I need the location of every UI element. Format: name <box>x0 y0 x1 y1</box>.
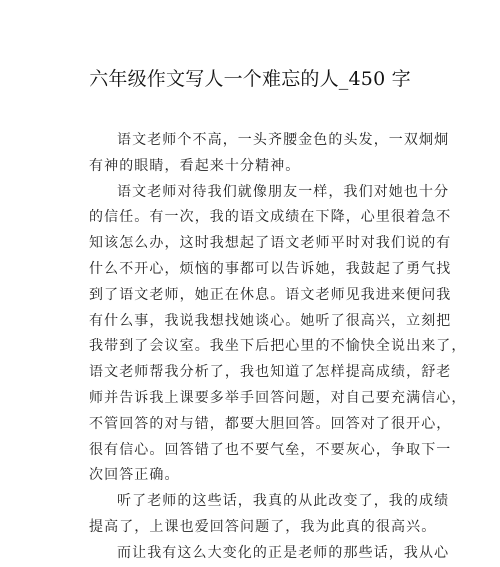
document-body <box>89 128 467 567</box>
paragraph-line: 听了老师的这些话，我真的从此改变了，我的成绩 <box>117 493 450 510</box>
paragraph-line: 语文老师个不高，一头齐腰金色的头发，一双炯炯 <box>117 132 450 148</box>
paragraph-line: 次回答正确。 <box>89 467 180 484</box>
paragraph-line: 不管回答的对与错，都要大胆回答。回答对了很开心， <box>89 415 452 432</box>
paragraph-line: 我带到了会议室。我坐下后把心里的不愉快全说出来了， <box>89 338 467 355</box>
paragraph-line: 什么不开心，烦恼的事都可以告诉她，我鼓起了勇气找 <box>89 260 452 277</box>
paragraph-line: 的信任。有一次，我的语文成绩在下降，心里很着急不 <box>89 209 452 226</box>
paragraph-line: 很有信心。回答错了也不要气垒，不要灰心，争取下一 <box>89 441 452 458</box>
paragraph-line: 知该怎么办，这时我想起了语文老师平时对我们说的有 <box>89 235 452 252</box>
paragraph-line: 提高了，上课也爱回答问题了，我为此真的很高兴。 <box>89 518 437 535</box>
paragraph-line: 而让我有这么大变化的正是老师的那些话，我从心 <box>117 544 450 561</box>
document-title: 六年级作文写人一个难忘的人_450 字 <box>89 68 411 90</box>
paragraph-line: 有神的眼睛，看起来十分精神。 <box>89 157 301 174</box>
paragraph-line: 到了语文老师，她正在休息。语文老师见我进来便问我 <box>89 286 452 303</box>
paragraph-line: 师并告诉我上课要多举手回答问题，对自己要充满信心， <box>89 389 467 406</box>
paragraph-line: 语文老师帮我分析了，我也知道了怎样提高成绩，舒老 <box>89 364 452 381</box>
paragraph-line: 语文老师对待我们就像朋友一样，我们对她也十分 <box>117 183 450 200</box>
paragraph-line: 有什么事，我说我想找她谈心。她听了很高兴，立刻把 <box>89 312 452 329</box>
